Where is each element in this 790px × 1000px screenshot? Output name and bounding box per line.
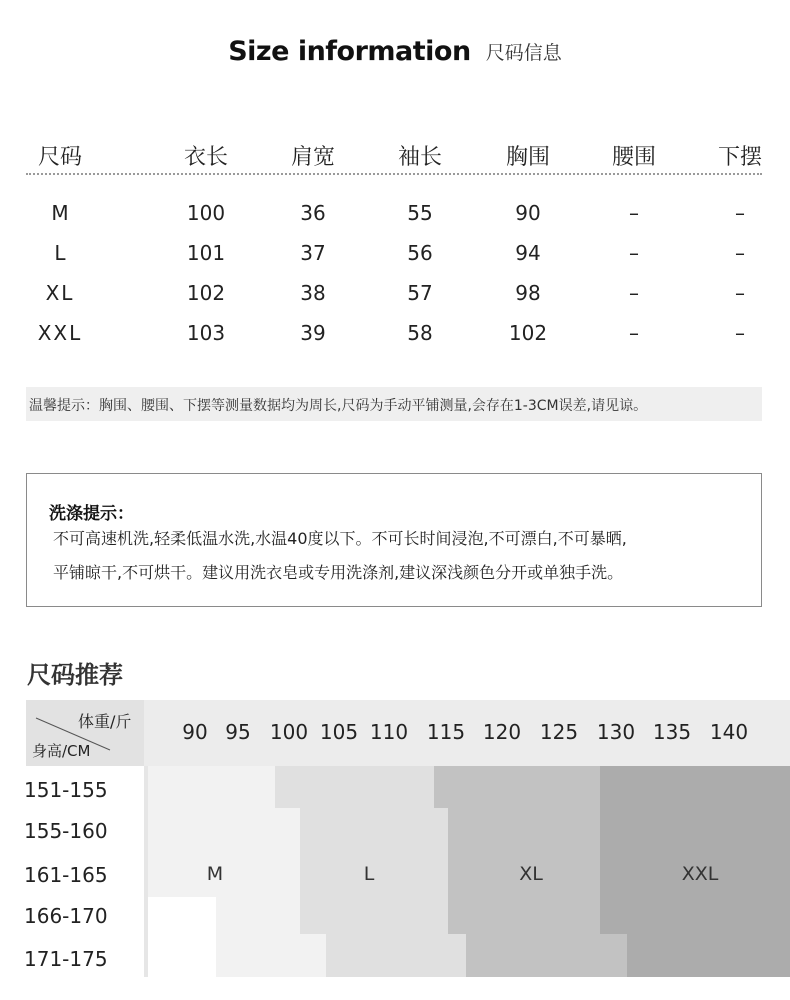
- recommend-title: 尺码推荐: [27, 661, 123, 689]
- table-cell: M: [51, 201, 69, 225]
- table-cell: 90: [515, 201, 541, 225]
- weight-label: 90: [182, 720, 208, 744]
- measurement-tip-text: 温馨提示：胸围、腰围、下摆等测量数据均为周长,尺码为手动平铺测量,会存在1-3CM误差,请见谅。: [29, 398, 648, 414]
- header-waist: 腰围: [611, 145, 657, 170]
- table-cell: 38: [300, 281, 326, 305]
- zone-block: [216, 897, 300, 977]
- zone-label-xl: XL: [519, 863, 543, 885]
- corner-cell: [26, 700, 144, 766]
- weight-label: 115: [426, 720, 466, 744]
- table-cell: –: [629, 281, 639, 305]
- table-cell: 94: [515, 241, 541, 265]
- table-cell: XL: [45, 281, 75, 305]
- header-length: 衣长: [183, 145, 229, 170]
- weight-label: 125: [539, 720, 579, 744]
- table-cell: 57: [407, 281, 433, 305]
- weight-label: 120: [482, 720, 522, 744]
- table-cell: 101: [186, 241, 226, 265]
- height-label: 166-170: [24, 904, 108, 928]
- table-cell: –: [629, 241, 639, 265]
- page-title: [0, 36, 790, 67]
- table-cell: –: [629, 201, 639, 225]
- zone-label-xxl: XXL: [681, 863, 719, 885]
- table-cell: 36: [300, 201, 326, 225]
- table-cell: L: [54, 241, 66, 265]
- zone-block: [466, 934, 627, 977]
- table-cell: XXL: [37, 321, 83, 345]
- measurement-tip: [26, 387, 762, 421]
- zone-label-l: L: [363, 863, 375, 885]
- header-sleeve: 袖长: [397, 145, 443, 170]
- height-label: 171-175: [24, 947, 108, 971]
- height-label: 155-160: [24, 819, 108, 843]
- zone-block: [627, 934, 790, 977]
- zone-block: [326, 934, 466, 977]
- height-label: 161-165: [24, 863, 108, 887]
- header-chest: 胸围: [505, 145, 551, 170]
- table-cell: –: [629, 321, 639, 345]
- table-cell: 102: [186, 281, 226, 305]
- weight-label: 135: [652, 720, 692, 744]
- weight-label: 95: [225, 720, 251, 744]
- table-cell: –: [735, 201, 745, 225]
- table-cell: 100: [186, 201, 226, 225]
- zone-block: [434, 766, 600, 808]
- weight-label: 130: [596, 720, 636, 744]
- zone-block: [300, 934, 326, 977]
- zone-label-m: M: [206, 863, 224, 885]
- washing-line: 不可高速机洗,轻柔低温水洗,水温40度以下。不可长时间浸泡,不可漂白,不可暴晒,: [53, 529, 627, 548]
- table-cell: –: [735, 321, 745, 345]
- weight-label: 140: [709, 720, 749, 744]
- zone-block: [600, 766, 790, 934]
- table-cell: 58: [407, 321, 433, 345]
- washing-title: 洗涤提示：: [49, 504, 134, 524]
- table-cell: –: [735, 241, 745, 265]
- weight-label: 110: [369, 720, 409, 744]
- header-size: 尺码: [38, 145, 83, 170]
- height-label: 151-155: [24, 778, 108, 802]
- table-cell: 39: [300, 321, 326, 345]
- table-cell: 103: [186, 321, 226, 345]
- title-english: Size information: [228, 36, 471, 67]
- height-axis-label: 身高/CM: [32, 742, 91, 760]
- table-cell: 56: [407, 241, 433, 265]
- weight-label: 100: [269, 720, 309, 744]
- zone-block: [275, 766, 434, 808]
- washing-instructions: [26, 473, 762, 607]
- table-cell: –: [735, 281, 745, 305]
- zone-block: [275, 808, 300, 897]
- header-hem: 下摆: [717, 145, 763, 170]
- weight-axis-label: 体重/斤: [78, 712, 132, 731]
- table-cell: 55: [407, 201, 433, 225]
- table-cell: 102: [508, 321, 548, 345]
- table-cell: 98: [515, 281, 541, 305]
- header-shoulder: 肩宽: [290, 145, 336, 170]
- washing-line: 平铺晾干,不可烘干。建议用洗衣皂或专用洗涤剂,建议深浅颜色分开或单独手洗。: [53, 563, 624, 582]
- header-divider: [26, 173, 762, 175]
- title-chinese: 尺码信息: [485, 42, 562, 64]
- weight-label: 105: [319, 720, 359, 744]
- table-cell: 37: [300, 241, 326, 265]
